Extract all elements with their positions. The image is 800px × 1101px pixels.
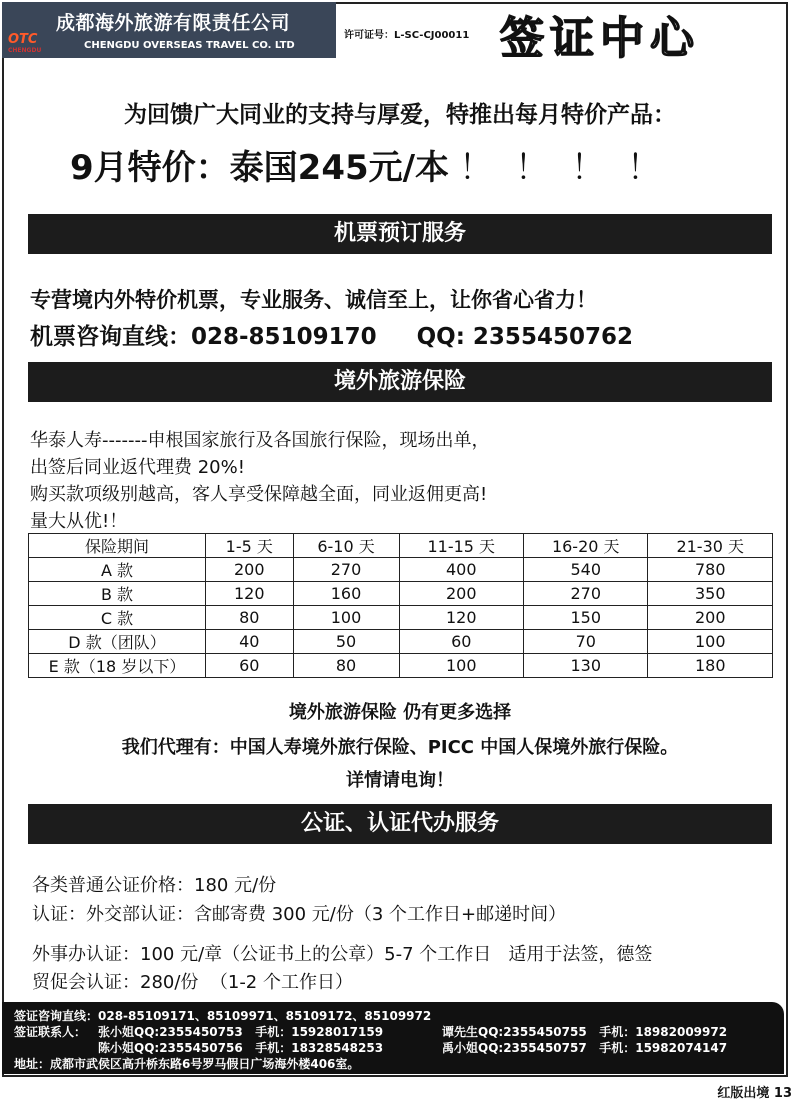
table-cell: 50 [293,630,399,654]
table-cell: 130 [524,654,648,678]
footer-contact: 张小姐QQ:2355450753 手机：15928017159 [98,1025,384,1039]
insurance-line-2: 出签后同业返代理费 20%! [30,457,245,478]
table-header-cell: 16-20 天 [524,534,648,558]
footer-address: 地址：成都市武侯区高升桥东路6号罗马假日广场海外楼406室。 [14,1057,360,1071]
footer-contact: 陈小姐QQ:2355450756 手机：18328548253 [98,1041,384,1055]
flight-hotline: 机票咨询直线：028-85109170 QQ: 2355450762 [30,324,633,350]
insurance-line-3: 购买款项级别越高，客人享受保障越全面，同业返佣更高! [30,484,488,505]
insurance-agents: 我们代理有：中国人寿境外旅行保险、PICC 中国人保境外旅行保险。 [121,737,679,758]
notary-line-4: 贸促会认证：280/份 （1-2 个工作日） [32,972,353,993]
notary-line-3: 外事办认证：100 元/章（公证书上的公章）5-7 个工作日 适用于法签，德签 [32,944,653,965]
company-name-cn: 成都海外旅游有限责任公司 [56,12,291,34]
table-header-cell: 6-10 天 [293,534,399,558]
table-cell: 60 [206,654,294,678]
insurance-line-4: 量大从优!！ [30,511,128,532]
notary-section-heading: 公证、认证代办服务 [28,804,772,844]
table-cell: 200 [206,558,294,582]
table-cell: 160 [293,582,399,606]
logo-text: OTC [8,32,38,47]
table-header-cell: 21-30 天 [648,534,773,558]
table-cell: C 款 [29,606,206,630]
table-header-cell: 11-15 天 [399,534,523,558]
company-logo-banner [2,2,336,58]
insurance-section-heading: 境外旅游保险 [28,362,772,402]
table-cell: 120 [206,582,294,606]
promo-offer [70,140,683,189]
footer-contact: 禹小姐QQ:2355450757 手机：15982074147 [442,1041,728,1055]
table-cell: 40 [206,630,294,654]
flight-section-heading: 机票预订服务 [28,214,772,254]
promo-exclamations: ！！！！ [459,148,684,188]
insurance-call: 详情请电询！ [346,770,454,791]
table-cell: B 款 [29,582,206,606]
table-cell: 350 [648,582,773,606]
promo-offer-text: 9月特价：泰国245元/本 [70,148,450,188]
page-number: 红版出境 13 [717,1086,792,1101]
otc-logo [8,32,52,52]
insurance-more-options: 境外旅游保险 仍有更多选择 [288,702,512,723]
table-cell: 200 [648,606,773,630]
table-cell: 400 [399,558,523,582]
footer-contacts [2,1002,784,1074]
table-row [29,606,773,630]
table-cell: 100 [399,654,523,678]
table-row [29,630,773,654]
license-number: 许可证号：L-SC-CJ00011 [344,30,470,41]
table-cell: 60 [399,630,523,654]
table-cell: 80 [293,654,399,678]
table-cell: 200 [399,582,523,606]
table-cell: 780 [648,558,773,582]
table-cell: 270 [293,558,399,582]
table-cell: 180 [648,654,773,678]
table-cell: 120 [399,606,523,630]
visa-center-title: 签证中心 [500,13,700,64]
table-cell: 100 [293,606,399,630]
table-cell: 80 [206,606,294,630]
insurance-line-1: 华泰人寿-------申根国家旅行及各国旅行保险，现场出单， [30,430,490,451]
table-cell: 270 [524,582,648,606]
table-cell: 150 [524,606,648,630]
footer-contact-label: 签证联系人： [14,1025,87,1039]
logo-subtext: CHENGDU [8,47,42,54]
table-cell: 100 [648,630,773,654]
table-row [29,582,773,606]
insurance-price-table [28,533,773,678]
footer-contact: 谭先生QQ:2355450755 手机：18982009972 [442,1025,728,1039]
table-row [29,558,773,582]
notary-line-2: 认证：外交部认证：含邮寄费 300 元/份（3 个工作日+邮递时间） [32,904,567,925]
table-header-cell: 保险期间 [29,534,206,558]
header [2,2,788,64]
table-row [29,654,773,678]
table-cell: D 款（团队） [29,630,206,654]
table-header-row [29,534,773,558]
notary-line-1: 各类普通公证价格：180 元/份 [32,875,277,896]
table-cell: E 款（18 岁以下） [29,654,206,678]
table-cell: 540 [524,558,648,582]
table-header-cell: 1-5 天 [206,534,294,558]
flight-description: 专营境内外特价机票，专业服务、诚信至上，让你省心省力！ [30,288,597,312]
company-name-en: CHENGDU OVERSEAS TRAVEL CO. LTD [84,40,295,51]
table-cell: 70 [524,630,648,654]
table-cell: A 款 [29,558,206,582]
promo-intro: 为回馈广大同业的支持与厚爱，特推出每月特价产品： [124,102,676,128]
footer-hotline: 签证咨询直线：028-85109171、85109971、85109172、85109972 [14,1009,432,1023]
